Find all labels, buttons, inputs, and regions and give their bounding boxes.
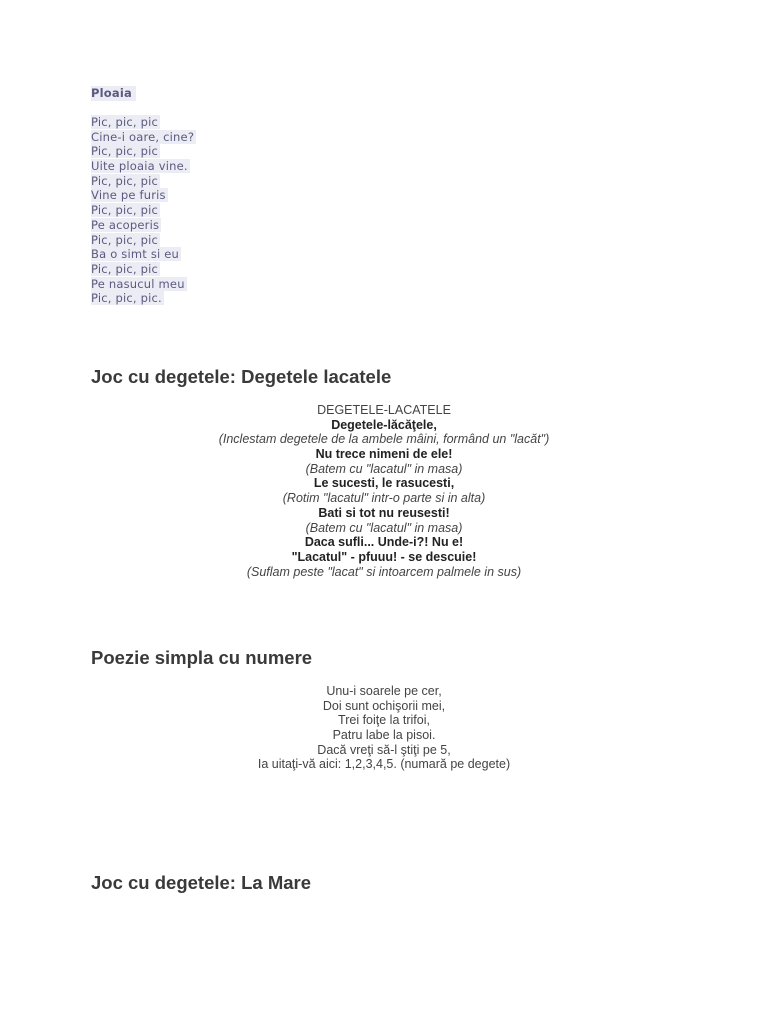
instruction-line: (Batem cu "lacatul" in masa) bbox=[305, 461, 463, 476]
poem-title: Ploaia bbox=[91, 86, 136, 101]
verse-line: "Lacatul" - pfuuu! - se descuie! bbox=[291, 549, 477, 564]
verse-line: Le sucesti, le rasucesti, bbox=[313, 476, 455, 491]
poem-line-text: Pic, pic, pic bbox=[91, 173, 159, 188]
poem-line-text: Pe nasucul meu bbox=[91, 276, 185, 291]
poem-line bbox=[91, 174, 196, 189]
poem-line bbox=[91, 291, 196, 306]
instruction-line: (Suflam peste "lacat" si intoarcem palmele in sus) bbox=[246, 564, 522, 579]
poem-line bbox=[91, 277, 196, 292]
poem-line-text: Vine pe furis bbox=[91, 188, 166, 203]
verse-line: Unu-i soarele pe cer, bbox=[326, 684, 442, 698]
verse-line: Nu trece nimeni de ele! bbox=[315, 447, 453, 462]
instruction-line: (Inclestam degetele de la ambele mâini, formând un "lacăt") bbox=[218, 432, 550, 447]
verse-line: Ia uitaţi-vă aici: 1,2,3,4,5. (numară pe degete) bbox=[257, 757, 511, 772]
poem-line bbox=[91, 203, 196, 218]
poem-lines bbox=[91, 115, 196, 306]
poem-line-text: Ba o simt si eu bbox=[91, 247, 180, 262]
verse-line: Dacă vreţi să-l ştiţi pe 5, bbox=[317, 742, 451, 757]
poem-line bbox=[91, 159, 196, 174]
verse-line: Doi sunt ochişorii mei, bbox=[322, 698, 446, 713]
verse-line: Trei foiţe la trifoi, bbox=[338, 713, 430, 728]
verse-line: Bati si tot nu reusesti! bbox=[318, 505, 450, 520]
verse-line: Degetele-lăcăţele, bbox=[331, 417, 437, 432]
game-title: DEGETELE-LACATELE bbox=[317, 403, 451, 417]
poem-line bbox=[91, 188, 196, 203]
poem-line bbox=[91, 262, 196, 277]
poem-line-text: Uite ploaia vine. bbox=[91, 159, 188, 174]
poem-ploaia bbox=[91, 86, 196, 306]
poem-line-text: Cine-i oare, cine? bbox=[91, 129, 195, 144]
verse-line: Daca sufli... Unde-i?! Nu e! bbox=[304, 535, 464, 550]
poem-line-text: Pic, pic, pic bbox=[91, 261, 159, 276]
finger-game-text bbox=[0, 403, 768, 579]
poem-line-text: Pe acoperis bbox=[91, 217, 160, 232]
poem-line-text: Pic, pic, pic bbox=[91, 144, 159, 159]
section-heading-la-mare: Joc cu degetele: La Mare bbox=[91, 872, 312, 893]
poem-line-text: Pic, pic, pic bbox=[91, 203, 159, 218]
poem-line bbox=[91, 144, 196, 159]
poem-line-text: Pic, pic, pic bbox=[91, 115, 159, 129]
poem-line bbox=[91, 218, 196, 233]
poem-line bbox=[91, 233, 196, 248]
poem-line bbox=[91, 247, 196, 262]
poem-line-text: Pic, pic, pic. bbox=[91, 291, 162, 306]
poem-line bbox=[91, 115, 196, 130]
instruction-line: (Batem cu "lacatul" in masa) bbox=[305, 520, 463, 535]
poem-line-text: Pic, pic, pic bbox=[91, 232, 159, 247]
instruction-line: (Rotim "lacatul" intr-o parte si in alta) bbox=[282, 491, 486, 506]
section-heading-degetele-lacatele: Joc cu degetele: Degetele lacatele bbox=[91, 366, 392, 387]
verse-line: Patru labe la pisoi. bbox=[332, 728, 436, 743]
number-poem-text bbox=[0, 684, 768, 772]
section-heading-poezie-numere: Poezie simpla cu numere bbox=[91, 647, 313, 668]
poem-line bbox=[91, 130, 196, 145]
